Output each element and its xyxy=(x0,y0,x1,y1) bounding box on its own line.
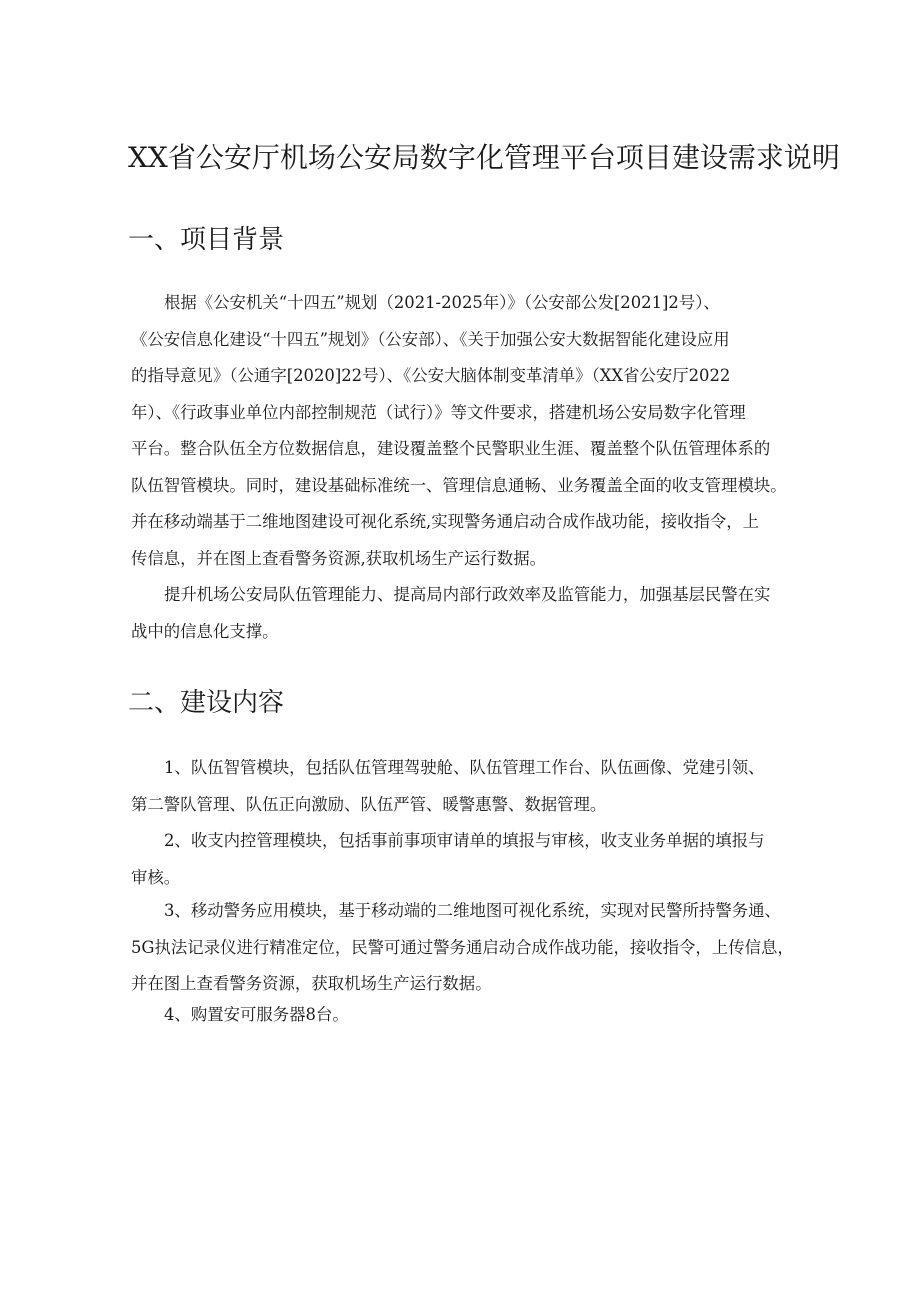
text-line: 提升机场公安局队伍管理能力、提高局内部行政效率及监管能力，加强基层民警在实 xyxy=(164,585,771,604)
paragraph-background-2 xyxy=(131,577,795,650)
text-line: 《公安信息化建设“十四五”规划》（公安部）、《关于加强公安大数据智能化建设应用 xyxy=(131,329,730,349)
text-line: 4、购置安可服务器8台。 xyxy=(164,1005,349,1024)
text-line: 3、移动警务应用模块，基于移动端的二维地图可视化系统，实现对民警所持警务通、 xyxy=(164,901,781,920)
text-line: 1、队伍智管模块，包括队伍管理驾驶舱、队伍管理工作台、队伍画像、党建引领、 xyxy=(164,758,765,777)
text-line: 传信息，并在图上查看警务资源,获取机场生产运行数据。 xyxy=(131,548,546,568)
text-line: 战中的信息化支撑。 xyxy=(131,621,279,641)
paragraph-item-3 xyxy=(131,893,795,1003)
text-line: 5G执法记录仪进行精准定位，民警可通过警务通启动合成作战功能，接收指令，上传信息， xyxy=(131,937,794,957)
text-line: 平台。整合队伍全方位数据信息，建设覆盖整个民警职业生涯、覆盖整个队伍管理体系的 xyxy=(131,439,771,458)
text-line: 第二警队管理、队伍正向激励、队伍严管、暖警惠警、数据管理。 xyxy=(131,794,607,814)
text-line: 年）、《行政事业单位内部控制规范（试行）》等文件要求，搭建机场公安局数字化管理 xyxy=(131,402,746,422)
text-line: 并在移动端基于二维地图建设可视化系统,实现警务通启动合成作战功能，接收指令，上 xyxy=(131,512,760,531)
text-line: 并在图上查看警务资源，获取机场生产运行数据。 xyxy=(131,974,492,993)
text-line: 根据《公安机关“十四五”规划（2021-2025年）》（公安部公发[2021]2号）、 xyxy=(164,293,720,312)
text-line: 审核。 xyxy=(131,867,181,887)
paragraph-item-4 xyxy=(131,997,795,1034)
paragraph-item-1 xyxy=(131,750,795,823)
document-title: XX省公安厅机场公安局数字化管理平台项目建设需求说明 xyxy=(128,141,840,174)
paragraph-item-2 xyxy=(131,823,795,896)
section-heading-background: 一、项目背景 xyxy=(128,225,285,255)
paragraph-background-1 xyxy=(131,285,795,577)
text-line: 的指导意见》（公通字[2020]22号）、《公安大脑体制变革清单》（XX省公安厅2022 xyxy=(131,366,731,385)
section-heading-content: 二、建设内容 xyxy=(128,688,285,718)
text-line: 队伍智管模块。同时，建设基础标准统一、管理信息通畅、业务覆盖全面的收支管理模块。 xyxy=(131,475,787,495)
text-line: 2、收支内控管理模块，包括事前事项审请单的填报与审核，收支业务单据的填报与 xyxy=(164,831,765,850)
